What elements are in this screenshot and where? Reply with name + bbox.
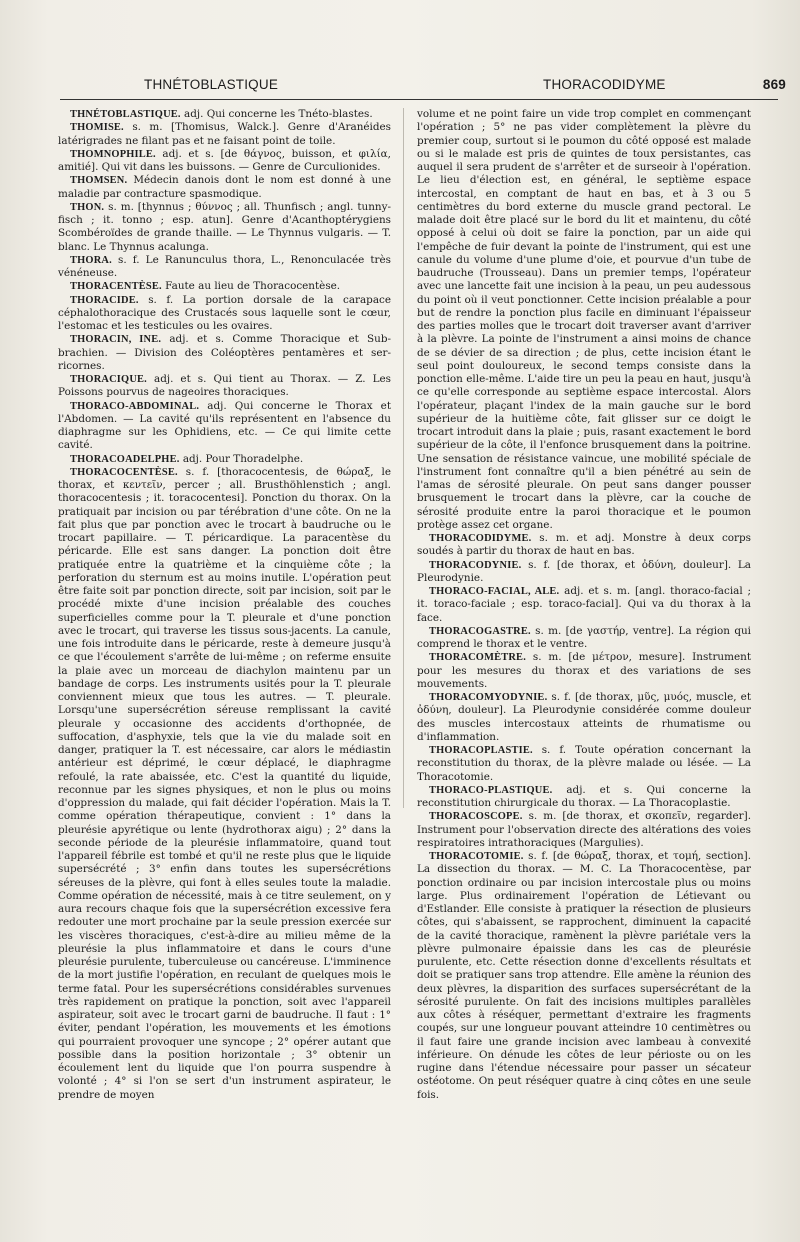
entry-headword: THORACIN, INE. xyxy=(70,334,162,346)
entry-headword: THORACOADELPHE. xyxy=(70,453,180,465)
dictionary-entry xyxy=(58,201,391,254)
header-right-title: THORACODIDYME xyxy=(543,77,666,92)
column-divider xyxy=(403,108,404,808)
entry-definition: adj. et s. m. [angl. thoraco-facial ; it. toraco-faciale ; esp. toraco-facial]. Qui va du thorax à la face. xyxy=(417,585,752,624)
entry-headword: THORACO-FACIAL, ALE. xyxy=(429,586,560,597)
dictionary-entry xyxy=(58,294,391,334)
dictionary-entry xyxy=(58,333,391,373)
entry-headword: THNÉTOBLASTIQUE. xyxy=(70,109,181,120)
page-number: 869 xyxy=(762,77,786,92)
entry-headword: THON. xyxy=(70,201,105,213)
entry-headword: THORACO-PLASTIQUE. xyxy=(429,784,553,796)
dictionary-entry xyxy=(417,625,751,652)
entry-headword: THORACIQUE. xyxy=(70,374,147,385)
entry-definition: adj. Qui concerne le Thorax et l'Abdomen. — La cavité qu'ils représentent en l'absence du diaphragme sur les Ophidiens, etc. — Ce qui limite cette cavité. xyxy=(58,399,391,452)
dictionary-entry xyxy=(58,121,391,148)
entry-headword: THORACENTÈSE. xyxy=(70,281,162,293)
dictionary-entry xyxy=(58,280,391,293)
entry-definition: s. f. [thoracocentesis, de θώραξ, le thorax, et κεντεῖν, percer ; all. Brusthöhlenstich ; angl. thoracocentesis ; it. toracocentesi]. Ponction du thorax. On la pratiquait par incision ou par térébration d'une côte. On ne la fait plus que par ponction avec le trocart à baudruche ou le trocart papillaire. — T. péricardique. La paracentèse du péricarde. Elle est sans danger. La ponction doit être pratiquée entre la quatrième et la cinquième côte ; la perforation du sternum est au moins inutile. L'opération peut être faite soit par ponction directe, soit par incision, soit par le procédé mixte d'une incision préalable des couches superficielles comme pour la T. pleurale et d'une ponction avec le trocart, qui traverse les tissus sous-jacents. La canule, une fois introduite dans le péricarde, reste à demeure jusqu'à ce que l'écoulement s'arrête de lui-même ; on referme ensuite la plaie avec un morceau de diachylon maintenu par un bandage de corps. Les instruments usités pour la T. pleurale conviennent mieux que tous les autres. — T. pleurale. Lorsqu'une supersécrétion séreuse remplissant la cavité pleurale y occasionne des accidents d'orthopnée, de suffocation, d'asphyxie, tels que la vie du malade soit en danger, pratiquer la T. est nécessaire, car alors le médiastin antérieur est déprimé, le cœur déplacé, le diaphragme refoulé, la rate abaissée, etc. C'est la quantité du liquide, reconnue par les signes physiques, et non le plus ou moins d'oppression du malade, qui fait décider l'opération. Mais la T. comme opération thérapeutique, convient : 1° dans la pleurésie apyrétique ou lente (hydrothorax aigu) ; 2° dans la seconde période de la pleurésie inflammatoire, quand tout l'appareil fébrile est tombé et qu'il ne reste plus que le liquide supersécrété ; 3° enfin dans toutes les supersécrétions séreuses de la plèvre, qui font à elles seules toute la maladie. Comme opération de nécessité, mais à ce titre seulement, on y aura recours chaque fois que la supersécrétion excessive fera redouter une mort prochaine par la seule pression exercée sur les viscères thoraciques, c'est-à-dire au milieu même de la pleurésie la plus inflammatoire et dans le cours d'une pleurésie purulente, tuberculeuse ou cancéreuse. L'imminence de la mort justifie l'opération, en reculant de quelques mois le terme fatal. Pour les supersécrétions considérables survenues très rapidement on pratique la ponction, soit avec l'appareil aspirateur, soit avec le trocart garni de baudruche. Il faut : 1° éviter, pendant l'opération, les mouvements et les émotions qui pourraient provoquer une syncope ; 2° opérer autant que possible dans la position horizontale ; 3° obtenir un écoulement lent du liquide que l'on pourra suspendre à volonté ; 4° si l'on se sert d'un instrument aspirateur, le prendre de moyen xyxy=(58,465,391,1101)
entry-headword: THORACOMYODYNIE. xyxy=(429,692,548,703)
header-rule xyxy=(60,99,778,100)
entry-definition: s. m. [de μέτρον, mesure]. Instrument pour les mesures du thorax et des variations de ses mouvements. xyxy=(417,651,751,690)
dictionary-entry xyxy=(58,453,391,466)
entry-definition: s. m. [thynnus ; θύννος ; all. Thunfisch ; angl. tunny-fisch ; it. tonno ; esp. atun]. Genre d'Acanthoptérygiens Scombéroïdes de grande thaille. — Le Thynnus vulgaris. — T. blanc. Le Thynnus acalunga. xyxy=(58,200,391,253)
dictionary-entry xyxy=(417,651,751,691)
dictionary-entry xyxy=(417,810,751,850)
dictionary-entry xyxy=(417,585,751,625)
right-column xyxy=(417,108,751,1102)
entry-headword: THORACOGASTRE. xyxy=(429,625,531,637)
dictionary-entry xyxy=(417,691,751,744)
dictionary-entry xyxy=(58,254,391,281)
entry-definition: s. m. [de γαστήρ, ventre]. La région qui comprend le thorax et le ventre. xyxy=(417,624,751,650)
header-left-title: THNÉTOBLASTIQUE xyxy=(144,77,279,92)
entry-definition: adj. Pour Thoradelphe. xyxy=(179,452,304,465)
entry-headword: THOMISE. xyxy=(70,122,124,134)
running-header xyxy=(40,74,790,94)
entry-headword: THOMNOPHILE. xyxy=(70,148,156,160)
dictionary-entry xyxy=(58,373,391,400)
entry-definition: s. f. Toute opération concernant la reconstitution du thorax, de la plèvre malade ou lésée. — La Thoracotomie. xyxy=(417,744,751,783)
dictionary-entry xyxy=(417,559,751,586)
entry-definition: s. f. [de thorax, μῦς, μυός, muscle, et ὀδύνη, douleur]. La Pleurodynie considérée comme douleur des muscles intercostaux atteints de rhumatisme ou d'inflammation. xyxy=(417,691,751,743)
entry-headword: THORACOPLASTIE. xyxy=(429,745,533,756)
dictionary-entry xyxy=(417,784,751,811)
entry-headword: THORACOMÈTRE. xyxy=(429,652,526,664)
entry-definition: s. m. et adj. Monstre à deux corps soudés à partir du thorax de haut en bas. xyxy=(417,532,751,558)
dictionary-entry xyxy=(417,108,751,532)
entry-definition: adj. et s. Qui concerne la reconstitution chirurgicale du thorax. — La Thoracoplastie. xyxy=(417,783,751,809)
dictionary-entry xyxy=(58,148,391,175)
dictionary-entry xyxy=(417,532,751,559)
dictionary-entry xyxy=(58,466,391,1102)
entry-definition: adj. et s. Qui tient au Thorax. — Z. Les Poissons pourvus de nageoires thoraciques. xyxy=(58,373,391,399)
entry-headword: THORACOCENTÈSE. xyxy=(70,466,178,478)
entry-definition: s. f. La portion dorsale de la carapace céphalothoracique des Crustacés sous laquelle sont le cœur, l'estomac et les testicules ou les ovaires. xyxy=(58,293,391,332)
entry-headword: THORACODIDYME. xyxy=(429,533,532,544)
entry-definition: s. f. [de thorax, et ὀδύνη, douleur]. La Pleurodynie. xyxy=(417,558,751,584)
entry-headword: THORACO-ABDOMINAL. xyxy=(70,400,200,412)
entry-headword: THORA. xyxy=(70,254,112,266)
left-column xyxy=(58,108,391,1102)
entry-definition: Faute au lieu de Thoracocentèse. xyxy=(161,280,341,293)
entry-headword: THORACOTOMIE. xyxy=(429,851,524,862)
dictionary-entry xyxy=(58,108,391,121)
entry-definition: Médecin danois dont le nom est donné à une maladie par contracture spasmodique. xyxy=(58,174,391,200)
entry-headword: THORACODYNIE. xyxy=(429,559,522,571)
dictionary-entry xyxy=(58,400,391,453)
entry-definition: adj. et s. [de θάγνος, buisson, et φιλία, amitié]. Qui vit dans les buissons. — Genre de Curculionides. xyxy=(58,147,391,173)
entry-definition: volume et ne point faire un vide trop complet en commençant l'opération ; 5° ne pas vider complètement la plèvre du premier coup, surtout si le poumon du côté opposé est malade ou si le malade est pris de quintes de toux persistantes, cas auquel il sera prudent de s'arrêter et de surseoir à l'opération. Le lieu d'élection est, en général, le septième espace intercostal, en comptant de haut en bas, et à 3 ou 5 centimètres du bord externe du muscle grand pectoral. Le malade doit être placé sur le bord du lit et maintenu, du côté opposé à celui où doit se faire la ponction, par un aide qui l'empêche de fuir devant la pointe de l'instrument, qui est une canule du volume d'une plume d'oie, et pourvue d'un tube de baudruche (Trousseau). Dans un premier temps, l'opérateur avec une lancette fait une incision à la peau, un peu audessous du point où il veut ponctionner. Cette incision préalable a pour but de rendre la ponction plus facile en diminuant l'épaisseur des parties molles que le trocart doit traverser avant d'arriver à la plèvre. La pointe de l'instrument a ainsi moins de chance de se dévier de sa direction ; de plus, cette incision étant le seul point douloureux, le second temps consiste dans la ponction elle-même. L'aide tire un peu la peau en haut, jusqu'à ce qu'elle corresponde au septième espace intercostal. Alors l'opérateur, plaçant l'index de la main gauche sur le bord supérieur de la huitième côte, fait glisser sur ce doigt le trocart introduit dans la plaie ; puis, rasant exactement le bord supérieur de la côte, il l'enfonce brusquement dans la poitrine. Une sensation de résistance vaincue, une mobilité spéciale de l'instrument font connaître qu'il a bien pénétré au sein de l'amas de sérosité pleurale. On peut sans danger pousser brusquement le trocart dans la plèvre, car la couche de sérosité produite entre la paroi thoracique et le poumon protège assez cet organe. xyxy=(417,108,751,531)
entry-headword: THOMSEN. xyxy=(70,175,128,187)
dictionary-entry xyxy=(417,744,751,784)
entry-definition: adj. Qui concerne les Tnéto-blastes. xyxy=(180,108,373,120)
entry-headword: THORACIDE. xyxy=(70,294,139,306)
entry-definition: s. m. [de thorax, et σκοπεῖν, regarder]. Instrument pour l'observation directe des altérations des voies respiratoires intrathoraciques (Margulies). xyxy=(417,810,751,849)
entry-definition: s. m. [Thomisus, Walck.]. Genre d'Aranéides latérigrades ne filant pas et ne faisant point de toile. xyxy=(58,121,391,147)
entry-definition: s. f. Le Ranunculus thora, L., Renonculacée très vénéneuse. xyxy=(58,253,391,279)
entry-definition: s. f. [de θώραξ, thorax, et τομή, section]. La dissection du thorax. — M. C. La Thoracocentèse, par ponction ordinaire ou par incision intercostale plus ou moins large. Plus ordinairement l'opération de Létievant ou d'Estlander. Elle consiste à pratiquer la résection de plusieurs côtes, qui s'abaissent, se rapprochent, diminuent la capacité de la cavité thoracique, ramènent la plèvre pariétale vers la plèvre pulmonaire épaissie dans les cas de pleurésie purulente, etc. Cette résection donne d'excellents résultats et doit se pratiquer sans trop attendre. Elle amène la réunion des deux plèvres, la disparition des surfaces supersécrétant de la sérosité purulente. On fait des incisions multiples parallèles aux côtes à réséquer, permettant d'extraire les fragments coupés, sur une longueur pouvant atteindre 10 centimètres ou il faut faire une grande incision avec lambeau à convexité inférieure. On dénude les côtes de leur périoste ou on les rugine dans l'étendue nécessaire pour passer un sécateur ostéotome. On peut réséquer quatre à cinq côtes en une seule fois. xyxy=(417,850,751,1101)
dictionary-entry xyxy=(417,850,751,1102)
entry-definition: adj. et s. Comme Thoracique et Sub-brachien. — Division des Coléoptères pentamères et ser-ricornes. xyxy=(58,333,391,372)
dictionary-entry xyxy=(58,174,391,201)
entry-headword: THORACOSCOPE. xyxy=(429,811,523,823)
